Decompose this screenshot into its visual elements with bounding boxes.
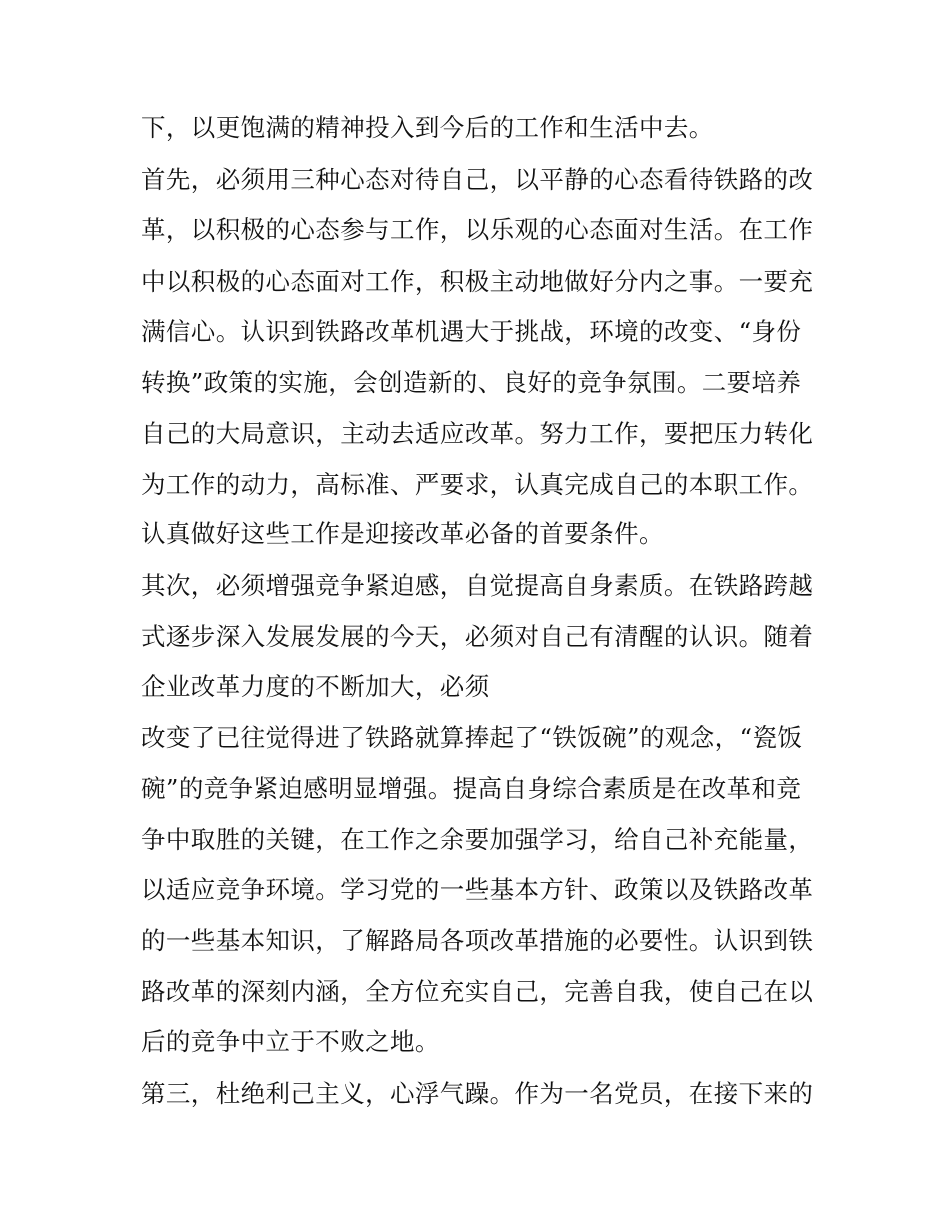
text-line: 式逐步深入发展发展的今天，必须对自己有清醒的认识。随着: [141, 622, 814, 651]
text-line: 满信心。认识到铁路改革机遇大于挑战，环境的改变、“身份: [141, 317, 802, 346]
text-line: 碗”的竞争紧迫感明显增强。提高自身综合素质是在改革和竞: [141, 774, 802, 803]
text-line: 路改革的深刻内涵，全方位充实自己，完善自我，使自己在以: [141, 977, 814, 1006]
text-line: 后的竞争中立于不败之地。: [141, 1027, 440, 1056]
text-line: 首先，必须用三种心态对待自己，以平静的心态看待铁路的改: [141, 165, 814, 194]
text-line: 自己的大局意识，主动去适应改革。努力工作，要把压力转化: [141, 419, 814, 448]
text-line: 下，以更饱满的精神投入到今后的工作和生活中去。: [141, 113, 714, 142]
text-line: 为工作的动力，高标准、严要求，认真完成自己的本职工作。: [141, 470, 814, 499]
text-line: 以适应竞争环境。学习党的一些基本方针、政策以及铁路改革: [141, 875, 814, 904]
text-line: 革，以积极的心态参与工作，以乐观的心态面对生活。在工作: [141, 215, 814, 244]
text-line: 改变了已往觉得进了铁路就算捧起了“铁饭碗”的观念，“瓷饭: [141, 723, 803, 752]
text-line: 认真做好这些工作是迎接改革必备的首要条件。: [141, 519, 664, 548]
text-line: 企业改革力度的不断加大，必须: [141, 672, 490, 701]
text-line: 争中取胜的关键，在工作之余要加强学习，给自己补充能量，: [141, 825, 814, 854]
text-line: 转换”政策的实施，会创造新的、良好的竞争氛围。二要培养: [141, 368, 802, 397]
text-line: 中以积极的心态面对工作，积极主动地做好分内之事。一要充: [141, 267, 814, 296]
text-line: 第三，杜绝利己主义，心浮气躁。作为一名党员，在接下来的: [141, 1079, 814, 1108]
text-line: 的一些基本知识，了解路局各项改革措施的必要性。认识到铁: [141, 926, 814, 955]
text-line: 其次，必须增强竞争紧迫感，自觉提高自身素质。在铁路跨越: [141, 571, 814, 600]
